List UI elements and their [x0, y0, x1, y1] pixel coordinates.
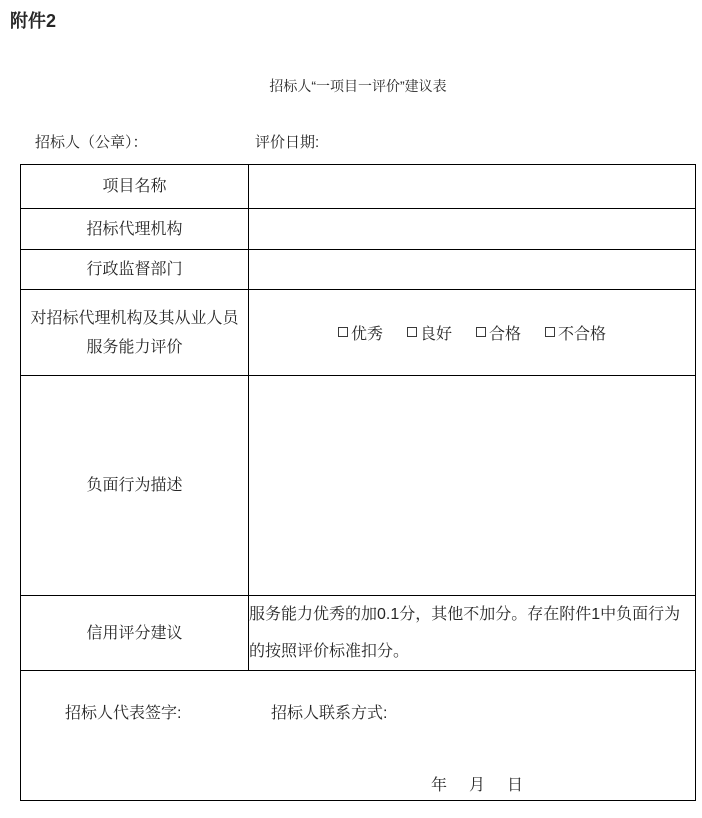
evaluation-date-label: 评价日期: — [255, 134, 320, 151]
page-title: 招标人“一项目一评价”建议表 — [269, 78, 447, 94]
table-row-negative-behavior — [21, 376, 696, 596]
row-label-supervision-dept: 行政监督部门 — [21, 250, 249, 290]
checkbox-icon[interactable] — [407, 327, 417, 337]
attachment-label: 附件2 — [10, 11, 57, 31]
capability-option-label: 优秀 — [350, 326, 383, 343]
capability-option-unqualified[interactable] — [545, 321, 606, 344]
capability-option-label: 良好 — [419, 326, 452, 343]
table-row-signature — [21, 671, 696, 801]
capability-option-label: 不合格 — [558, 326, 607, 343]
row-label-project-name: 项目名称 — [21, 165, 249, 209]
agency-value-cell[interactable] — [249, 209, 696, 250]
tenderer-contact-label: 招标人联系方式: — [271, 704, 388, 722]
evaluation-table — [20, 164, 696, 801]
table-row-supervision-dept — [21, 250, 696, 290]
checkbox-icon[interactable] — [476, 327, 486, 337]
supervision-dept-value-cell[interactable] — [249, 250, 696, 290]
tenderer-seal-label: 招标人（公章）： — [35, 134, 148, 151]
capability-options-cell — [249, 290, 696, 376]
checkbox-icon[interactable] — [338, 327, 348, 337]
credit-score-value-cell: 服务能力优秀的加0.1分，其他不加分。存在附件1中负面行为的按照评价标准扣分。 — [249, 596, 696, 671]
signature-cell — [21, 671, 696, 801]
capability-options — [249, 321, 695, 344]
negative-behavior-value-cell[interactable] — [249, 376, 696, 596]
table-row-capability-rating — [21, 290, 696, 376]
table-row-credit-score — [21, 596, 696, 671]
representative-signature-label: 招标人代表签字: — [65, 704, 182, 722]
capability-option-label: 合格 — [489, 326, 522, 343]
signature-area — [21, 672, 695, 800]
project-name-value-cell[interactable] — [249, 165, 696, 209]
capability-option-qualified[interactable] — [476, 321, 521, 344]
capability-option-excellent[interactable] — [338, 321, 383, 344]
row-label-negative-behavior: 负面行为描述 — [21, 376, 249, 596]
checkbox-icon[interactable] — [545, 327, 555, 337]
date-line: 年 月 日 — [431, 776, 527, 794]
row-label-credit-score: 信用评分建议 — [21, 596, 249, 671]
row-label-agency: 招标代理机构 — [21, 209, 249, 250]
row-label-capability-rating: 对招标代理机构及其从业人员服务能力评价 — [21, 290, 249, 376]
capability-option-good[interactable] — [407, 321, 452, 344]
table-row-project-name — [21, 165, 696, 209]
table-row-agency — [21, 209, 696, 250]
